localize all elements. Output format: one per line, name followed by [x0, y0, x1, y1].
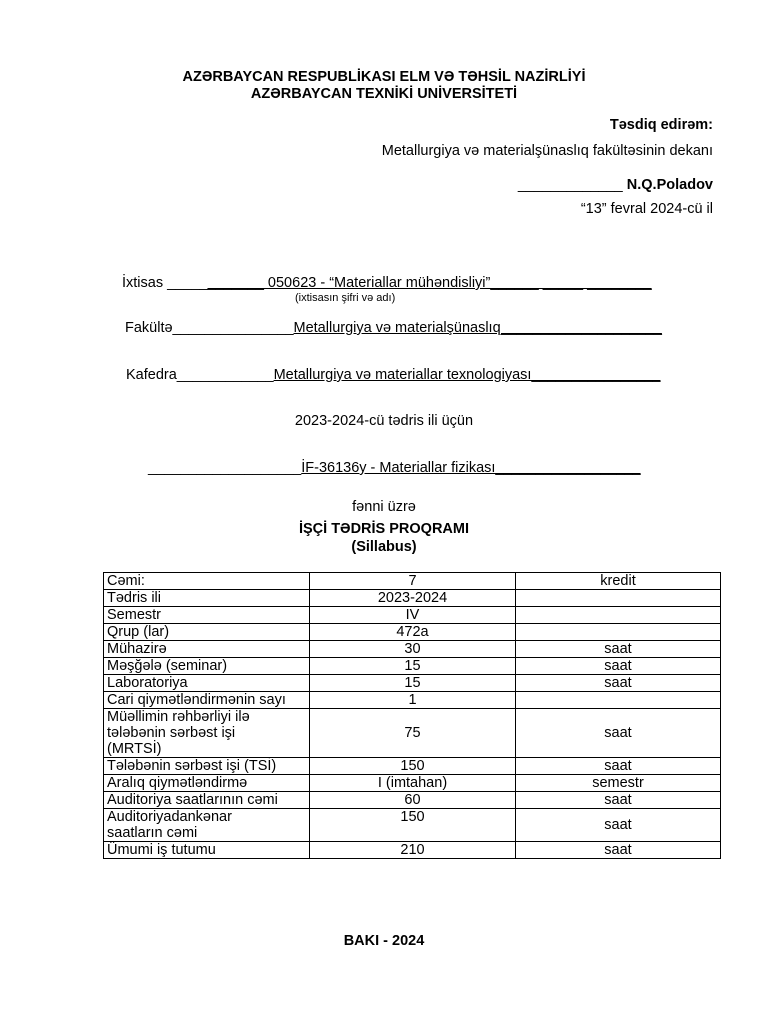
row-unit: [516, 624, 721, 641]
row-unit: saat: [516, 758, 721, 775]
row-unit: saat: [516, 675, 721, 692]
table-row: [104, 758, 721, 775]
signature-line: _____________: [517, 177, 623, 193]
kafedra-field: [126, 367, 660, 383]
subject-leading: ___________________: [148, 460, 302, 476]
row-value: I (imtahan): [310, 775, 516, 792]
fakulte-field: [125, 320, 662, 336]
row-label-cell: [104, 709, 310, 758]
row-label: Tələbənin sərbəst işi (TSİ): [107, 758, 277, 774]
row-unit: saat: [516, 641, 721, 658]
row-value: 2023-2024: [310, 590, 516, 607]
row-value: 150: [310, 809, 516, 842]
row-value: 1: [310, 692, 516, 709]
fenni-uzre: fənni üzrə: [352, 499, 416, 515]
row-label-cell: [104, 573, 310, 590]
row-value: 150: [310, 758, 516, 775]
footer-city-year: BAKI - 2024: [343, 933, 425, 949]
row-label: Aralıq qiymətləndirmə: [107, 775, 248, 791]
row-label-cell: [104, 590, 310, 607]
table-row: [104, 675, 721, 692]
approval-title: Təsdiq edirəm:: [609, 117, 713, 133]
ixtisas-label: İxtisas _____: [122, 275, 208, 291]
row-label: Qrup (lar): [107, 624, 170, 640]
table-row: [104, 573, 721, 590]
row-unit: saat: [516, 658, 721, 675]
approval-signature: [518, 177, 713, 193]
row-value: 75: [310, 709, 516, 758]
table-row: [104, 842, 721, 859]
fakulte-value: Metallurgiya və materialşünaslıq____________________: [293, 320, 662, 336]
row-value: 30: [310, 641, 516, 658]
row-label-line: tələbənin sərbəst işi: [107, 725, 236, 741]
row-unit: saat: [516, 792, 721, 809]
table-row: [104, 641, 721, 658]
row-label-cell: [104, 624, 310, 641]
kafedra-value: Metallurgiya və materiallar texnologiyası________________: [273, 367, 661, 383]
table-row: [104, 624, 721, 641]
row-label: Cari qiymətləndirmənin sayı: [107, 692, 286, 708]
kafedra-label: Kafedra____________: [126, 367, 274, 383]
row-unit: saat: [516, 842, 721, 859]
row-label-cell: [104, 658, 310, 675]
row-label: Semestr: [107, 607, 161, 623]
row-label-line: (MRTSİ): [107, 741, 162, 757]
row-value: 60: [310, 792, 516, 809]
academic-year-line: 2023-2024-cü tədris ili üçün: [294, 413, 474, 429]
row-unit: [516, 692, 721, 709]
ixtisas-field: [122, 275, 652, 291]
row-unit: saat: [516, 809, 721, 842]
row-label: Məşğələ (seminar): [107, 658, 228, 674]
row-label-line: saatların cəmi: [107, 825, 198, 841]
row-label-cell: [104, 607, 310, 624]
row-value: 472a: [310, 624, 516, 641]
row-label: Ümumi iş tutumu: [107, 842, 216, 858]
ministry-title: AZƏRBAYCAN RESPUBLİKASI ELM VƏ TƏHSİL NAZİRLİYİ: [182, 69, 586, 85]
program-title: İŞÇİ TƏDRİS PROQRAMI: [298, 521, 470, 537]
row-unit: saat: [516, 709, 721, 758]
row-label: Mühazirə: [107, 641, 167, 657]
table-row: [104, 607, 721, 624]
row-unit: [516, 590, 721, 607]
row-label-cell: [104, 809, 310, 842]
row-unit: semestr: [516, 775, 721, 792]
table-row: [104, 809, 721, 842]
row-label-cell: [104, 792, 310, 809]
table-row: [104, 658, 721, 675]
row-label: Tədris ili: [107, 590, 161, 606]
ixtisas-hint: (ixtisasın şifri və adı): [295, 292, 396, 304]
dean-name: N.Q.Poladov: [626, 177, 713, 193]
row-unit: kredit: [516, 573, 721, 590]
syllabus-table: [103, 572, 721, 859]
row-value: IV: [310, 607, 516, 624]
row-label-cell: [104, 842, 310, 859]
row-label-cell: [104, 641, 310, 658]
approval-date: “13” fevral 2024-cü il: [580, 201, 713, 217]
row-value: 7: [310, 573, 516, 590]
table-row: [104, 590, 721, 607]
approval-position: Metallurgiya və materialşünaslıq fakültəsinin dekanı: [381, 143, 713, 159]
row-label-cell: [104, 758, 310, 775]
subject-field: [148, 460, 641, 476]
row-label-cell: [104, 692, 310, 709]
table-row: [104, 692, 721, 709]
university-title: AZƏRBAYCAN TEXNİKİ UNİVERSİTETİ: [250, 86, 518, 102]
row-value: 210: [310, 842, 516, 859]
ixtisas-value: _______ 050623 - “Materiallar mühəndisliyi”______ _____ ________: [207, 275, 652, 291]
program-subtitle: (Sillabus): [351, 539, 417, 555]
row-label-cell: [104, 675, 310, 692]
table-row: [104, 775, 721, 792]
syllabus-table-body: [104, 573, 721, 859]
row-value: 15: [310, 675, 516, 692]
table-row: [104, 709, 721, 758]
row-label: Laboratoriya: [107, 675, 188, 691]
row-unit: [516, 607, 721, 624]
row-label-cell: [104, 775, 310, 792]
table-row: [104, 792, 721, 809]
row-label: Cəmi:: [107, 573, 145, 589]
row-label-line: Müəllimin rəhbərliyi ilə: [107, 709, 250, 725]
row-value: 15: [310, 658, 516, 675]
fakulte-label: Fakültə_______________: [125, 320, 294, 336]
row-label-line: Auditoriyadankənar: [107, 809, 232, 825]
row-label: Auditoriya saatlarının cəmi: [107, 792, 278, 808]
subject-value: İF-36136y - Materiallar fizikası__________________: [301, 460, 641, 476]
